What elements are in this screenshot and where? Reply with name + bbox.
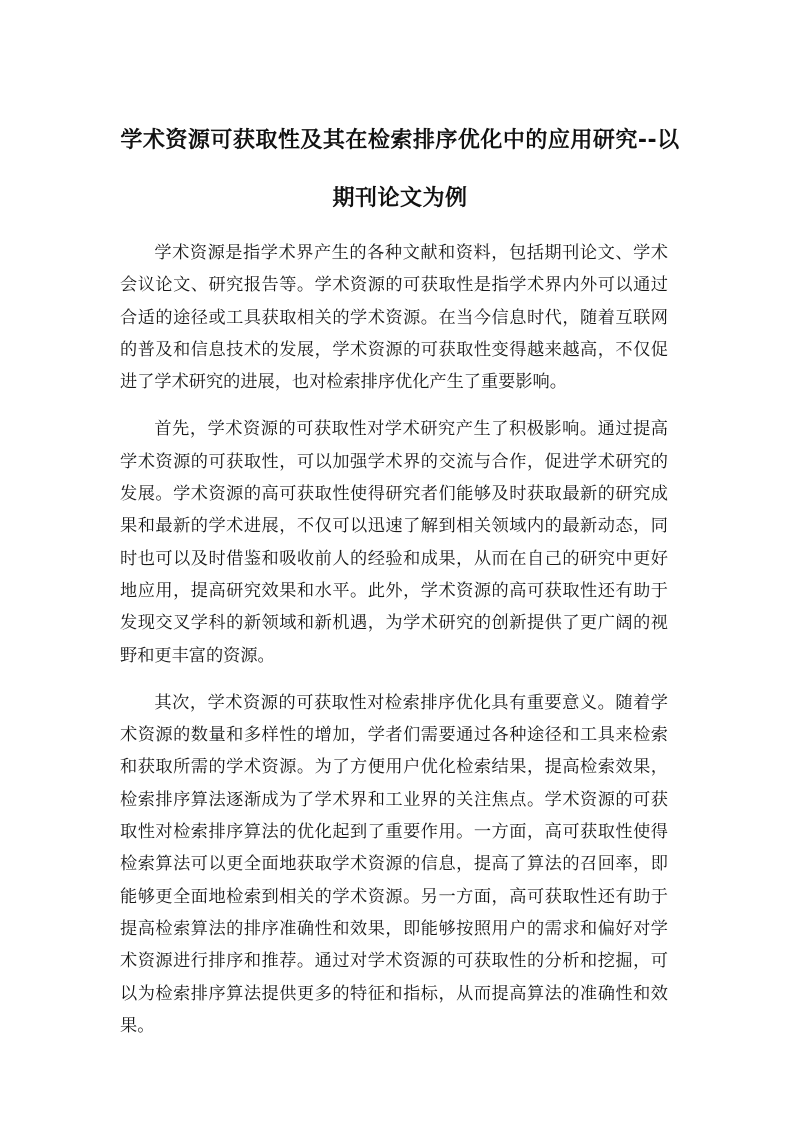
- paragraph-intro: 学术资源是指学术界产生的各种文献和资料，包括期刊论文、学术会议论文、研究报告等。学术资源的可获取性是指学术界内外可以通过合适的途径或工具获取相关的学术资源。在当今信息时代，随着互联网的普及和信息技术的发展，学术资源的可获取性变得越来越高，不仅促进了学术研究的进展，也对检索排序优化产生了重要影响。: [120, 243, 668, 393]
- document-body: [120, 237, 668, 1057]
- document-title: 学术资源可获取性及其在检索排序优化中的应用研究--以期刊论文为例: [120, 128, 680, 211]
- paragraph-second-point: 其次，学术资源的可获取性对检索排序优化具有重要意义。随着学术资源的数量和多样性的增加，学者们需要通过各种途径和工具来检索和获取所需的学术资源。为了方便用户优化检索结果，提高检索效果，检索排序算法逐渐成为了学术界和工业界的关注焦点。学术资源的可获取性对检索排序算法的优化起到了重要作用。一方面，高可获取性使得检索算法可以更全面地获取学术资源的信息，提高了算法的召回率，即能够更全面地检索到相关的学术资源。另一方面，高可获取性还有助于提高检索算法的排序准确性和效果，即能够按照用户的需求和偏好对学术资源进行排序和推荐。通过对学术资源的可获取性的分析和挖掘，可以为检索排序算法提供更多的特征和指标，从而提高算法的准确性和效果。: [120, 692, 668, 1036]
- paragraph-first-point: 首先，学术资源的可获取性对学术研究产生了积极影响。通过提高学术资源的可获取性，可以加强学术界的交流与合作，促进学术研究的发展。学术资源的高可获取性使得研究者们能够及时获取最新的研究成果和最新的学术进展，不仅可以迅速了解到相关领域内的最新动态，同时也可以及时借鉴和吸收前人的经验和成果，从而在自己的研究中更好地应用，提高研究效果和水平。此外，学术资源的高可获取性还有助于发现交叉学科的新领域和新机遇，为学术研究的创新提供了更广阔的视野和更丰富的资源。: [120, 419, 668, 666]
